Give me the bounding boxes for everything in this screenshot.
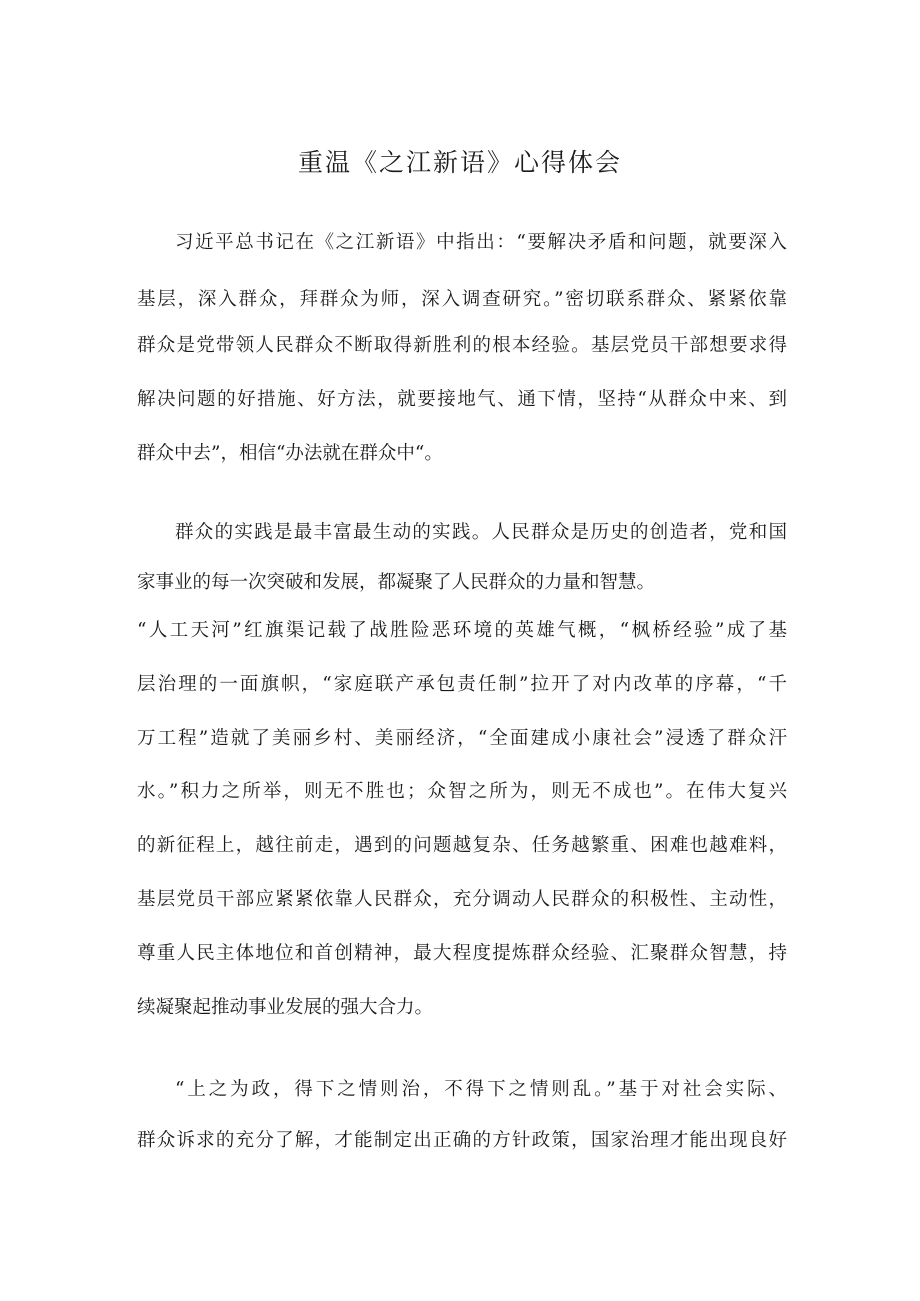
paragraph-line: 层治理的一面旗帜，“家庭联产承包责任制”拉开了对内改革的序幕，“千 bbox=[137, 674, 787, 695]
paragraph-line: 群众是党带领人民群众不断取得新胜利的根本经验。基层党员干部想要求得 bbox=[137, 335, 787, 356]
paragraph-line: 尊重人民主体地位和首创精神，最大程度提炼群众经验、汇聚群众智慧，持 bbox=[137, 943, 787, 964]
document-title: 重温《之江新语》心得体会 bbox=[297, 148, 622, 177]
paragraph-line: 的新征程上，越往前走，遇到的问题越复杂、任务越繁重、困难也越难料， bbox=[137, 835, 787, 856]
paragraph-line: 习近平总书记在《之江新语》中指出：“要解决矛盾和问题，就要深入 bbox=[175, 232, 787, 253]
paragraph-line: 群众诉求的充分了解，才能制定出正确的方针政策，国家治理才能出现良好 bbox=[137, 1130, 787, 1151]
paragraph-line: 水。”积力之所举，则无不胜也；众智之所为，则无不成也”。在伟大复兴 bbox=[137, 781, 787, 802]
paragraph-line: “上之为政，得下之情则治，不得下之情则乱。”基于对社会实际、 bbox=[175, 1079, 787, 1100]
paragraph-line: 群众的实践是最丰富最生动的实践。人民群众是历史的创造者，党和国 bbox=[175, 522, 787, 543]
paragraph-line: 续凝聚起推动事业发展的强大合力。 bbox=[137, 997, 434, 1018]
paragraph-line: 万工程”造就了美丽乡村、美丽经济，“全面建成小康社会”浸透了群众汗 bbox=[137, 728, 787, 749]
paragraph-line: 家事业的每一次突破和发展，都凝聚了人民群众的力量和智慧。 bbox=[137, 572, 656, 593]
paragraph-line: 基层党员干部应紧紧依靠人民群众，充分调动人民群众的积极性、主动性， bbox=[137, 889, 787, 910]
paragraph-line: 群众中去”，相信“办法就在群众中“。 bbox=[137, 443, 443, 464]
paragraph-line: 解决问题的好措施、好方法，就要接地气、通下情，坚持“从群众中来、到 bbox=[137, 389, 787, 410]
paragraph-line: “人工天河”红旗渠记载了战胜险恶环境的英雄气概，“枫桥经验”成了基 bbox=[137, 620, 787, 641]
paragraph-line: 基层，深入群众，拜群众为师，深入调查研究。”密切联系群众、紧紧依靠 bbox=[137, 289, 787, 310]
